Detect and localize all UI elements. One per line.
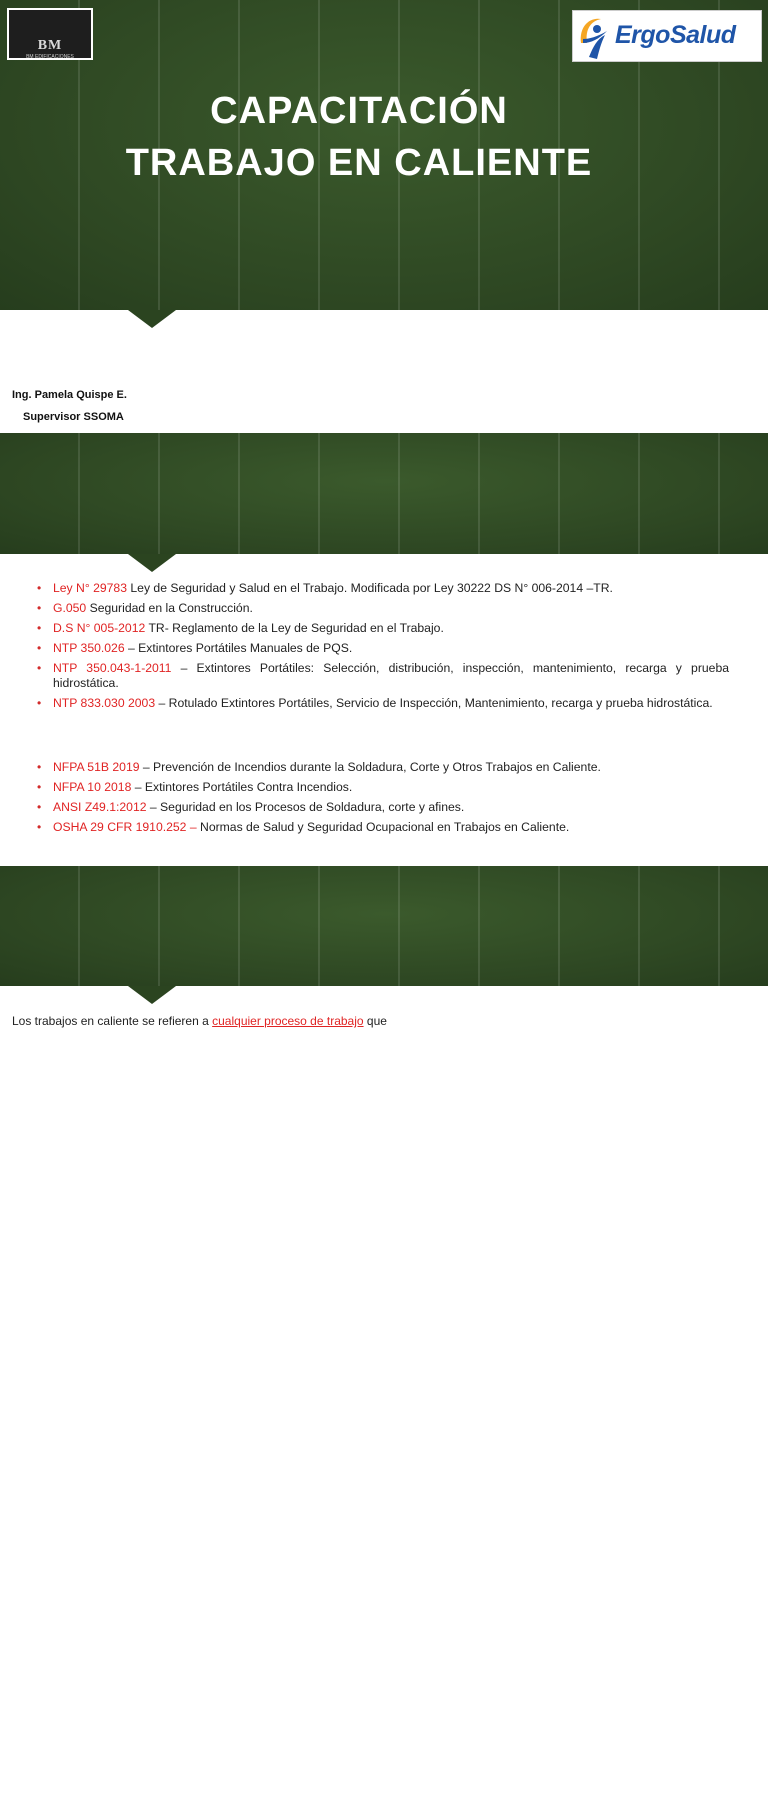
norm-description: TR- Reglamento de la Ley de Seguridad en el Trabajo.: [145, 621, 444, 635]
definition-text-start: Los trabajos en caliente se refieren a: [12, 1014, 213, 1028]
norm-description: – Extintores Portátiles: Selección, distribución, inspección, mantenimiento, recarga y prueba hidrostática.: [53, 661, 729, 690]
norm-code: NFPA 10 2018: [53, 780, 132, 794]
bm-logo: [7, 8, 93, 60]
norm-description: – Extintores Portátiles Contra Incendios.: [131, 780, 353, 794]
norm-item: [37, 800, 729, 815]
norm-code: NFPA 51B 2019: [53, 760, 140, 774]
ergosalud-logo-text: ErgoSalud: [615, 21, 736, 49]
norm-item: [37, 641, 729, 656]
norm-code: G.050: [53, 601, 87, 615]
author-role: Supervisor SSOMA: [23, 411, 124, 423]
norm-code: NTP 350.043-1-2011: [53, 661, 172, 675]
ergosalud-logo: [572, 10, 762, 62]
norm-code: D.S N° 005-2012: [53, 621, 146, 635]
norm-description: – Rotulado Extintores Portátiles, Servicio de Inspección, Mantenimiento, recarga y prueba hidrostática.: [155, 695, 713, 710]
title-line-1: CAPACITACIÓN: [210, 90, 508, 132]
section-title-definicion: DEFINICIÓN: [22, 1771, 207, 1806]
norm-code: Ley N° 29783: [53, 581, 127, 595]
norm-code: ANSI Z49.1:2012: [53, 800, 147, 814]
norm-code: NTP 350.026: [53, 641, 125, 655]
person-swoosh-icon: [575, 13, 613, 61]
norm-description: Ley de Seguridad y Salud en el Trabajo. Modificada por Ley 30222 DS N° 006-2014 –TR.: [127, 581, 613, 595]
normativa-list-secondary: [37, 760, 729, 840]
norm-item: [37, 621, 729, 636]
norm-item: [37, 780, 729, 795]
author-name: Ing. Pamela Quispe E.: [12, 389, 127, 401]
definition-highlight: cualquier proceso de trabajo: [212, 1014, 364, 1028]
definition-text: [12, 1014, 387, 1028]
definition-text-end: que: [363, 1014, 387, 1028]
slide1-notch: [128, 310, 176, 328]
bm-logo-text: BM: [37, 38, 63, 53]
slide3-notch: [128, 986, 176, 1004]
norm-description: – Seguridad en los Procesos de Soldadura, corte y afines.: [146, 800, 465, 814]
norm-description: – Prevención de Incendios durante la Soldadura, Corte y Otros Trabajos en Caliente.: [139, 760, 601, 774]
slide2-notch: [128, 554, 176, 572]
norm-item: [37, 661, 729, 690]
norm-description: Normas de Salud y Seguridad Ocupacional en Trabajos en Caliente.: [196, 820, 570, 834]
title-line-2: TRABAJO EN CALIENTE: [125, 142, 593, 184]
norm-item: [37, 696, 729, 711]
norm-item: [37, 601, 729, 616]
norm-item: [37, 581, 729, 596]
norm-description: – Extintores Portátiles Manuales de PQS.: [124, 641, 353, 655]
norm-item: [37, 820, 729, 835]
norm-code: NTP 833.030 2003: [53, 695, 156, 710]
bm-logo-subtext: BM EDIFICACIONES: [26, 54, 74, 60]
normativa-header: [0, 433, 768, 554]
title-slide: [0, 0, 768, 310]
normativa-list-primary: [37, 581, 729, 716]
norm-item: [37, 760, 729, 775]
norm-description: Seguridad en la Construcción.: [86, 601, 253, 615]
norm-code: OSHA 29 CFR 1910.252 –: [53, 820, 197, 834]
